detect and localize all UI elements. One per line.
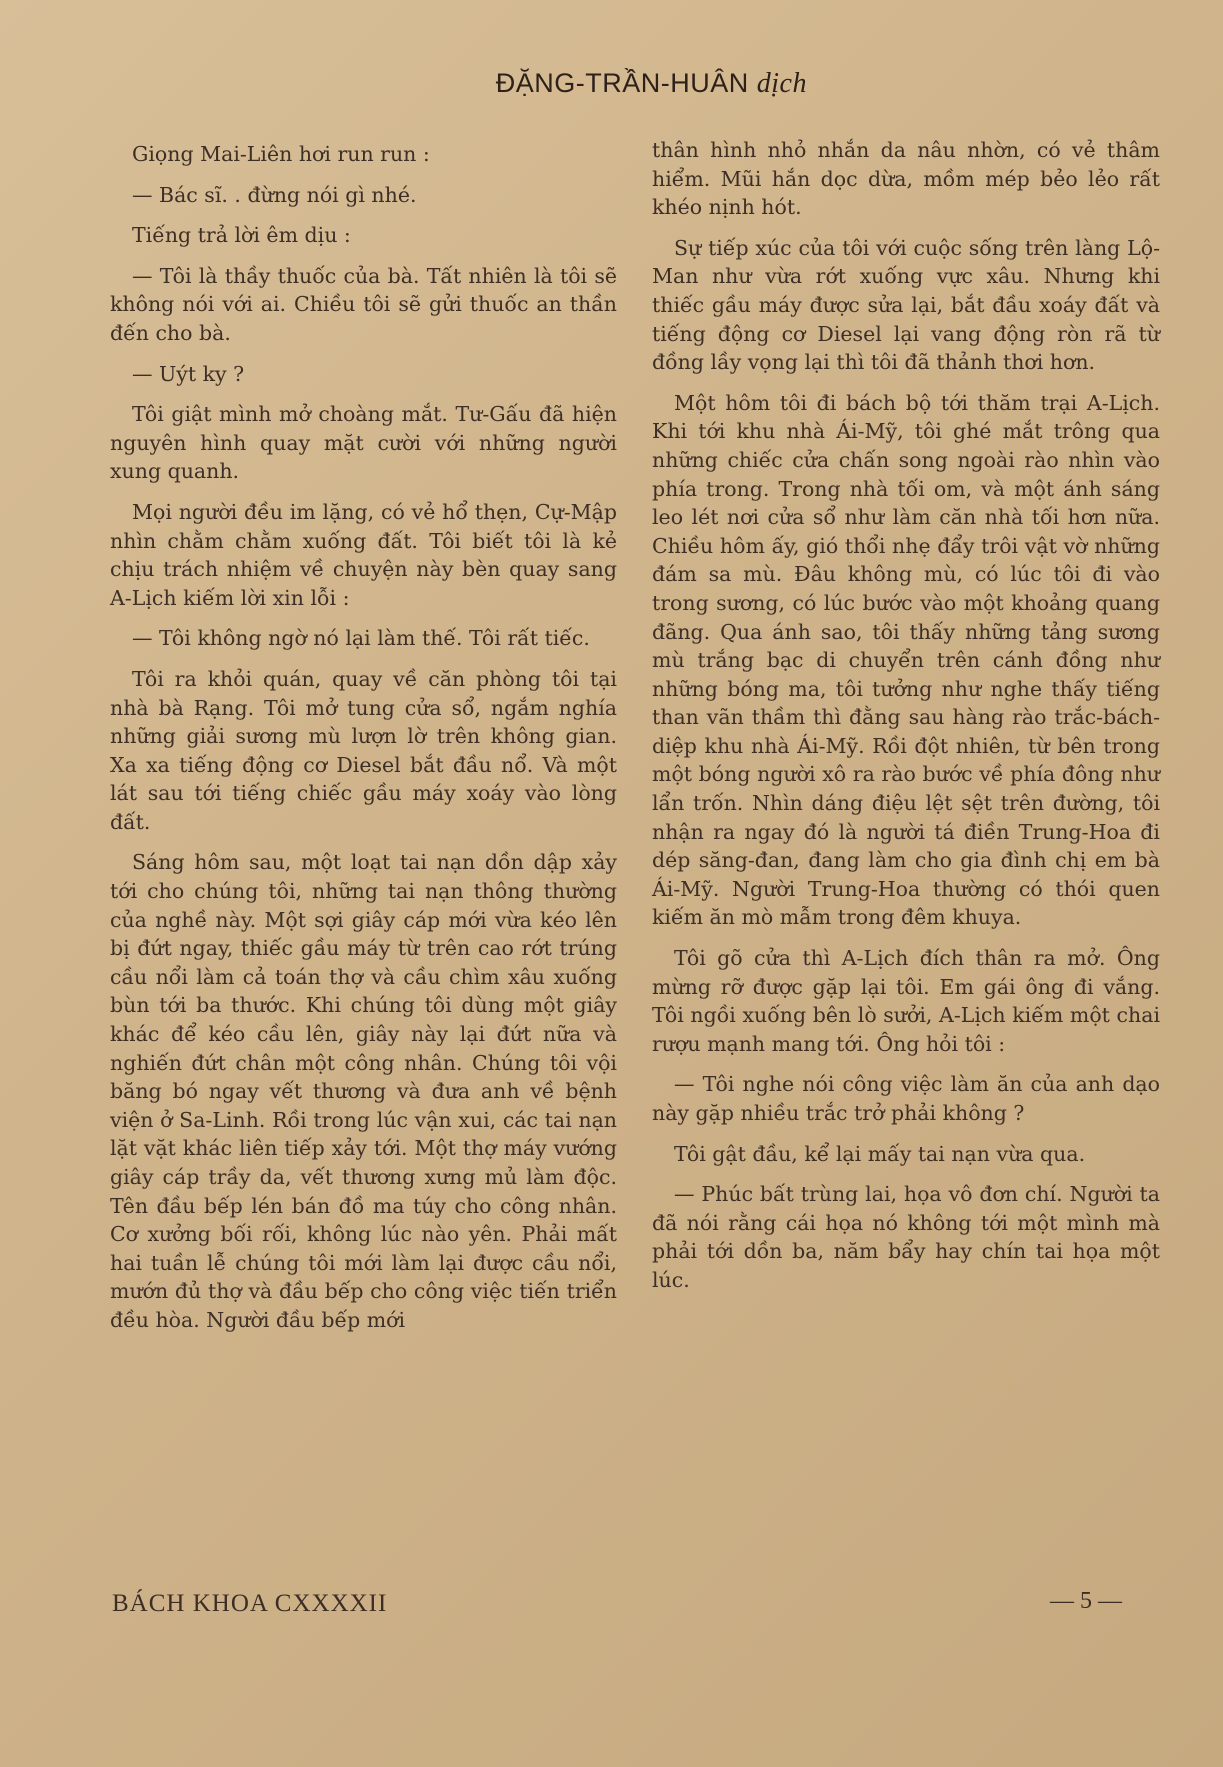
paragraph: Tôi giật mình mở choàng mắt. Tư-Gấu đã hiện nguyên hình quay mặt cười với những người xung quanh.: [110, 402, 617, 484]
paragraph: Mọi người đều im lặng, có vẻ hổ thẹn, Cự-Mập nhìn chằm chằm xuống đất. Tôi biết tôi là kẻ chịu trách nhiệm về chuyện này bèn quay sang A-Lịch kiếm lời xin lỗi :: [110, 499, 617, 610]
magazine-footer: BÁCH KHOA CXXXXII: [112, 1590, 388, 1617]
paragraph: — Phúc bất trùng lai, họa vô đơn chí. Người ta đã nói rằng cái họa nó không tới một mình mà phải tới dồn ba, năm bẩy hay chín tai họa một lúc.: [652, 1182, 1160, 1292]
paragraph: thân hình nhỏ nhắn da nâu nhờn, có vẻ thâm hiểm. Mũi hắn dọc dừa, mồm mép bẻo lẻo rất khéo nịnh hót.: [652, 138, 1160, 220]
paragraph: — Tôi không ngờ nó lại làm thế. Tôi rất tiếc.: [132, 626, 590, 651]
translator-name: ĐẶNG-TRẦN-HUÂN: [495, 68, 749, 98]
translator-header: [496, 68, 807, 100]
right-column: [652, 136, 1160, 1307]
paragraph: — Uýt ky ?: [132, 361, 245, 386]
paragraph: Tôi ra khỏi quán, quay về căn phòng tôi tại nhà bà Rạng. Tôi mở tung cửa sổ, ngắm nghía những giải sương mù lượn lờ trên không gian. Xa xa tiếng động cơ Diesel bắt đầu nổ. Và một lát sau tới tiếng chiếc gầu máy xoáy vào lòng đất.: [110, 666, 617, 834]
paragraph: Một hôm tôi đi bách bộ tới thăm trại A-Lịch. Khi tới khu nhà Ái-Mỹ, tôi ghé mắt trông qua những chiếc cửa chấn song ngoài rào nhìn vào phía trong. Trong nhà tối om, và một ánh sáng leo lét nơi cửa sổ như làm căn nhà tối hơn nữa. Chiều hôm ấy, gió thổi nhẹ đẩy trôi vật vờ những đám sa mù. Đâu không mù, có lúc tôi đi vào trong sương, có lúc bước vào một khoảng quang đãng. Qua ánh sao, tôi thấy những tảng sương mù trắng bạc di chuyển trên cánh đồng như những bóng ma, tôi tưởng như nghe thấy tiếng than vãn thầm thì đằng sau hàng rào trắc-bách-diệp khu nhà Ái-Mỹ. Rồi đột nhiên, từ bên trong một bóng người xô ra rào bước về phía đông như lẩn trốn. Nhìn dáng điệu lệt sệt trên đường, tôi nhận ra ngay đó là người tá điền Trung-Hoa đi dép săng-đan, đang làm cho gia đình chị em bà Ái-Mỹ. Người Trung-Hoa thường có thói quen kiếm ăn mò mẫm trong đêm khuya.: [652, 390, 1160, 930]
paragraph: Giọng Mai-Liên hơi run run :: [132, 142, 430, 166]
paragraph: Tiếng trả lời êm dịu :: [132, 223, 351, 248]
paragraph: Sự tiếp xúc của tôi với cuộc sống trên làng Lộ-Man như vừa rớt xuống vực xâu. Nhưng khi thiếc gầu máy được sửa lại, bắt đầu xoáy đất và tiếng động cơ Diesel lại vang động ròn rã từ đồng lầy vọng lại thì tôi đã thảnh thơi hơn.: [652, 235, 1160, 375]
left-column: [110, 140, 617, 1347]
paragraph: Tôi gõ cửa thì A-Lịch đích thân ra mở. Ông mừng rỡ được gặp lại tôi. Em gái ông đi vắng. Tôi ngồi xuống bên lò sưởi, A-Lịch kiếm một chai rượu mạnh mang tới. Ông hỏi tôi :: [652, 946, 1160, 1056]
paragraph: — Bác sĩ. . đừng nói gì nhé.: [132, 182, 417, 207]
paragraph: Tôi gật đầu, kể lại mấy tai nạn vừa qua.: [674, 1141, 1086, 1166]
page-number: — 5 —: [1050, 1588, 1122, 1614]
paragraph: Sáng hôm sau, một loạt tai nạn dồn dập xảy tới cho chúng tôi, những tai nạn thông thường của nghề này. Một sợi giây cáp mới vừa kéo lên bị đứt ngay, thiếc gầu máy từ trên cao rớt trúng cầu nổi làm cả toán thợ và cầu chìm xâu xuống bùn tới ba thước. Khi chúng tôi dùng một giây khác để kéo cầu lên, giây này lại đứt nữa và nghiến đứt chân một công nhân. Chúng tôi vội băng bó ngay vết thương và đưa anh về bệnh viện ở Sa-Linh. Rồi trong lúc vận xui, các tai nạn lặt vặt khác liên tiếp xảy tới. Một thợ máy vướng giây cáp trầy da, vết thương xưng mủ làm độc. Tên đầu bếp lén bán đồ ma túy cho công nhân. Cơ xưởng bối rối, không lúc nào yên. Phải mất hai tuần lễ chúng tôi mới làm lại được cầu nổi, mướn đủ thợ và đầu bếp cho công việc tiến triển đều hòa. Người đầu bếp mới: [110, 850, 617, 1332]
translator-suffix: dịch: [756, 68, 807, 99]
paragraph: — Tôi là thầy thuốc của bà. Tất nhiên là tôi sẽ không nói với ai. Chiều tôi sẽ gửi thuốc an thần đến cho bà.: [110, 263, 617, 345]
paragraph: — Tôi nghe nói công việc làm ăn của anh dạo này gặp nhiều trắc trở phải không ?: [652, 1072, 1160, 1125]
